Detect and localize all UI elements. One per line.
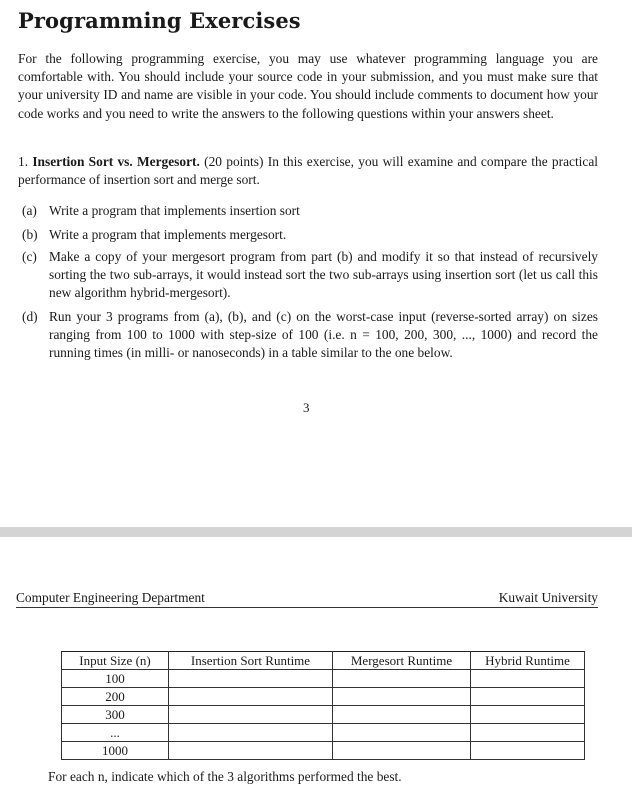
runtime-table	[61, 651, 585, 760]
empty-cell	[333, 688, 471, 706]
input-size-cell: ...	[62, 724, 169, 742]
table-row	[62, 742, 585, 760]
item-text: Write a program that implements mergesort.	[49, 227, 287, 242]
empty-cell	[471, 688, 585, 706]
header-rule	[16, 607, 598, 608]
item-text: Make a copy of your mergesort program from part (b) and modify it so that instead of recursively sorting the two sub-arrays, it would instead sort the two sub-arrays using insertion sort (let us call this new algorithm hybrid-mergesort).	[49, 249, 598, 301]
item-b	[22, 226, 598, 244]
item-a	[22, 202, 598, 220]
empty-cell	[169, 724, 333, 742]
item-label: (c)	[22, 249, 37, 264]
question-number: 1.	[18, 154, 29, 169]
table-row	[62, 688, 585, 706]
item-label: (a)	[22, 203, 37, 218]
item-d	[22, 308, 598, 363]
question-text: In this exercise, you will examine and compare the practical performance of insertion sort and merge sort.	[18, 154, 599, 188]
empty-cell	[169, 688, 333, 706]
header-insertion-sort: Insertion Sort Runtime	[169, 652, 333, 670]
table-row	[62, 724, 585, 742]
item-text: Run your 3 programs from (a), (b), and (c) on the worst-case input (reverse-sorted array) on sizes ranging from 100 to 1000 with step-size of 100 (i.e. n = 100, 200, 300, ..., 1000) and record the running times (in milli- or nanoseconds) in a table similar to the one below.	[49, 309, 598, 361]
table-row	[62, 670, 585, 688]
empty-cell	[471, 670, 585, 688]
empty-cell	[471, 724, 585, 742]
empty-cell	[333, 706, 471, 724]
intro-paragraph: For the following programming exercise, you may use whatever programming language you are comfortable with. You should include your source code in your submission, and you must make sure that your university ID and name are visible in your code. You should include comments to document how your code works and you need to write the answers to the following questions within your answers sheet.	[18, 51, 598, 121]
item-text: Write a program that implements insertion sort	[49, 203, 300, 218]
item-label: (d)	[22, 309, 38, 324]
header-university: Kuwait University	[498, 590, 598, 605]
table-row	[62, 706, 585, 724]
empty-cell	[471, 706, 585, 724]
header-mergesort: Mergesort Runtime	[333, 652, 471, 670]
input-size-cell: 300	[62, 706, 169, 724]
empty-cell	[333, 724, 471, 742]
table-header-row	[62, 652, 585, 670]
item-c	[22, 248, 598, 303]
header-department: Computer Engineering Department	[16, 590, 205, 605]
empty-cell	[471, 742, 585, 760]
page-title: Programming Exercises	[18, 8, 301, 33]
input-size-cell: 1000	[62, 742, 169, 760]
empty-cell	[333, 742, 471, 760]
empty-cell	[333, 670, 471, 688]
page-bottom	[0, 537, 632, 799]
header-input-size: Input Size (n)	[62, 652, 169, 670]
footer-note: For each n, indicate which of the 3 algorithms performed the best.	[48, 769, 402, 784]
question-heading: Insertion Sort vs. Mergesort.	[32, 154, 200, 169]
item-label: (b)	[22, 227, 38, 242]
input-size-cell: 200	[62, 688, 169, 706]
question-1	[18, 153, 598, 189]
input-size-cell: 100	[62, 670, 169, 688]
page-separator	[0, 527, 632, 537]
page-number: 3	[303, 400, 310, 415]
empty-cell	[169, 742, 333, 760]
question-points: (20 points)	[204, 154, 264, 169]
empty-cell	[169, 706, 333, 724]
empty-cell	[169, 670, 333, 688]
header-hybrid: Hybrid Runtime	[471, 652, 585, 670]
